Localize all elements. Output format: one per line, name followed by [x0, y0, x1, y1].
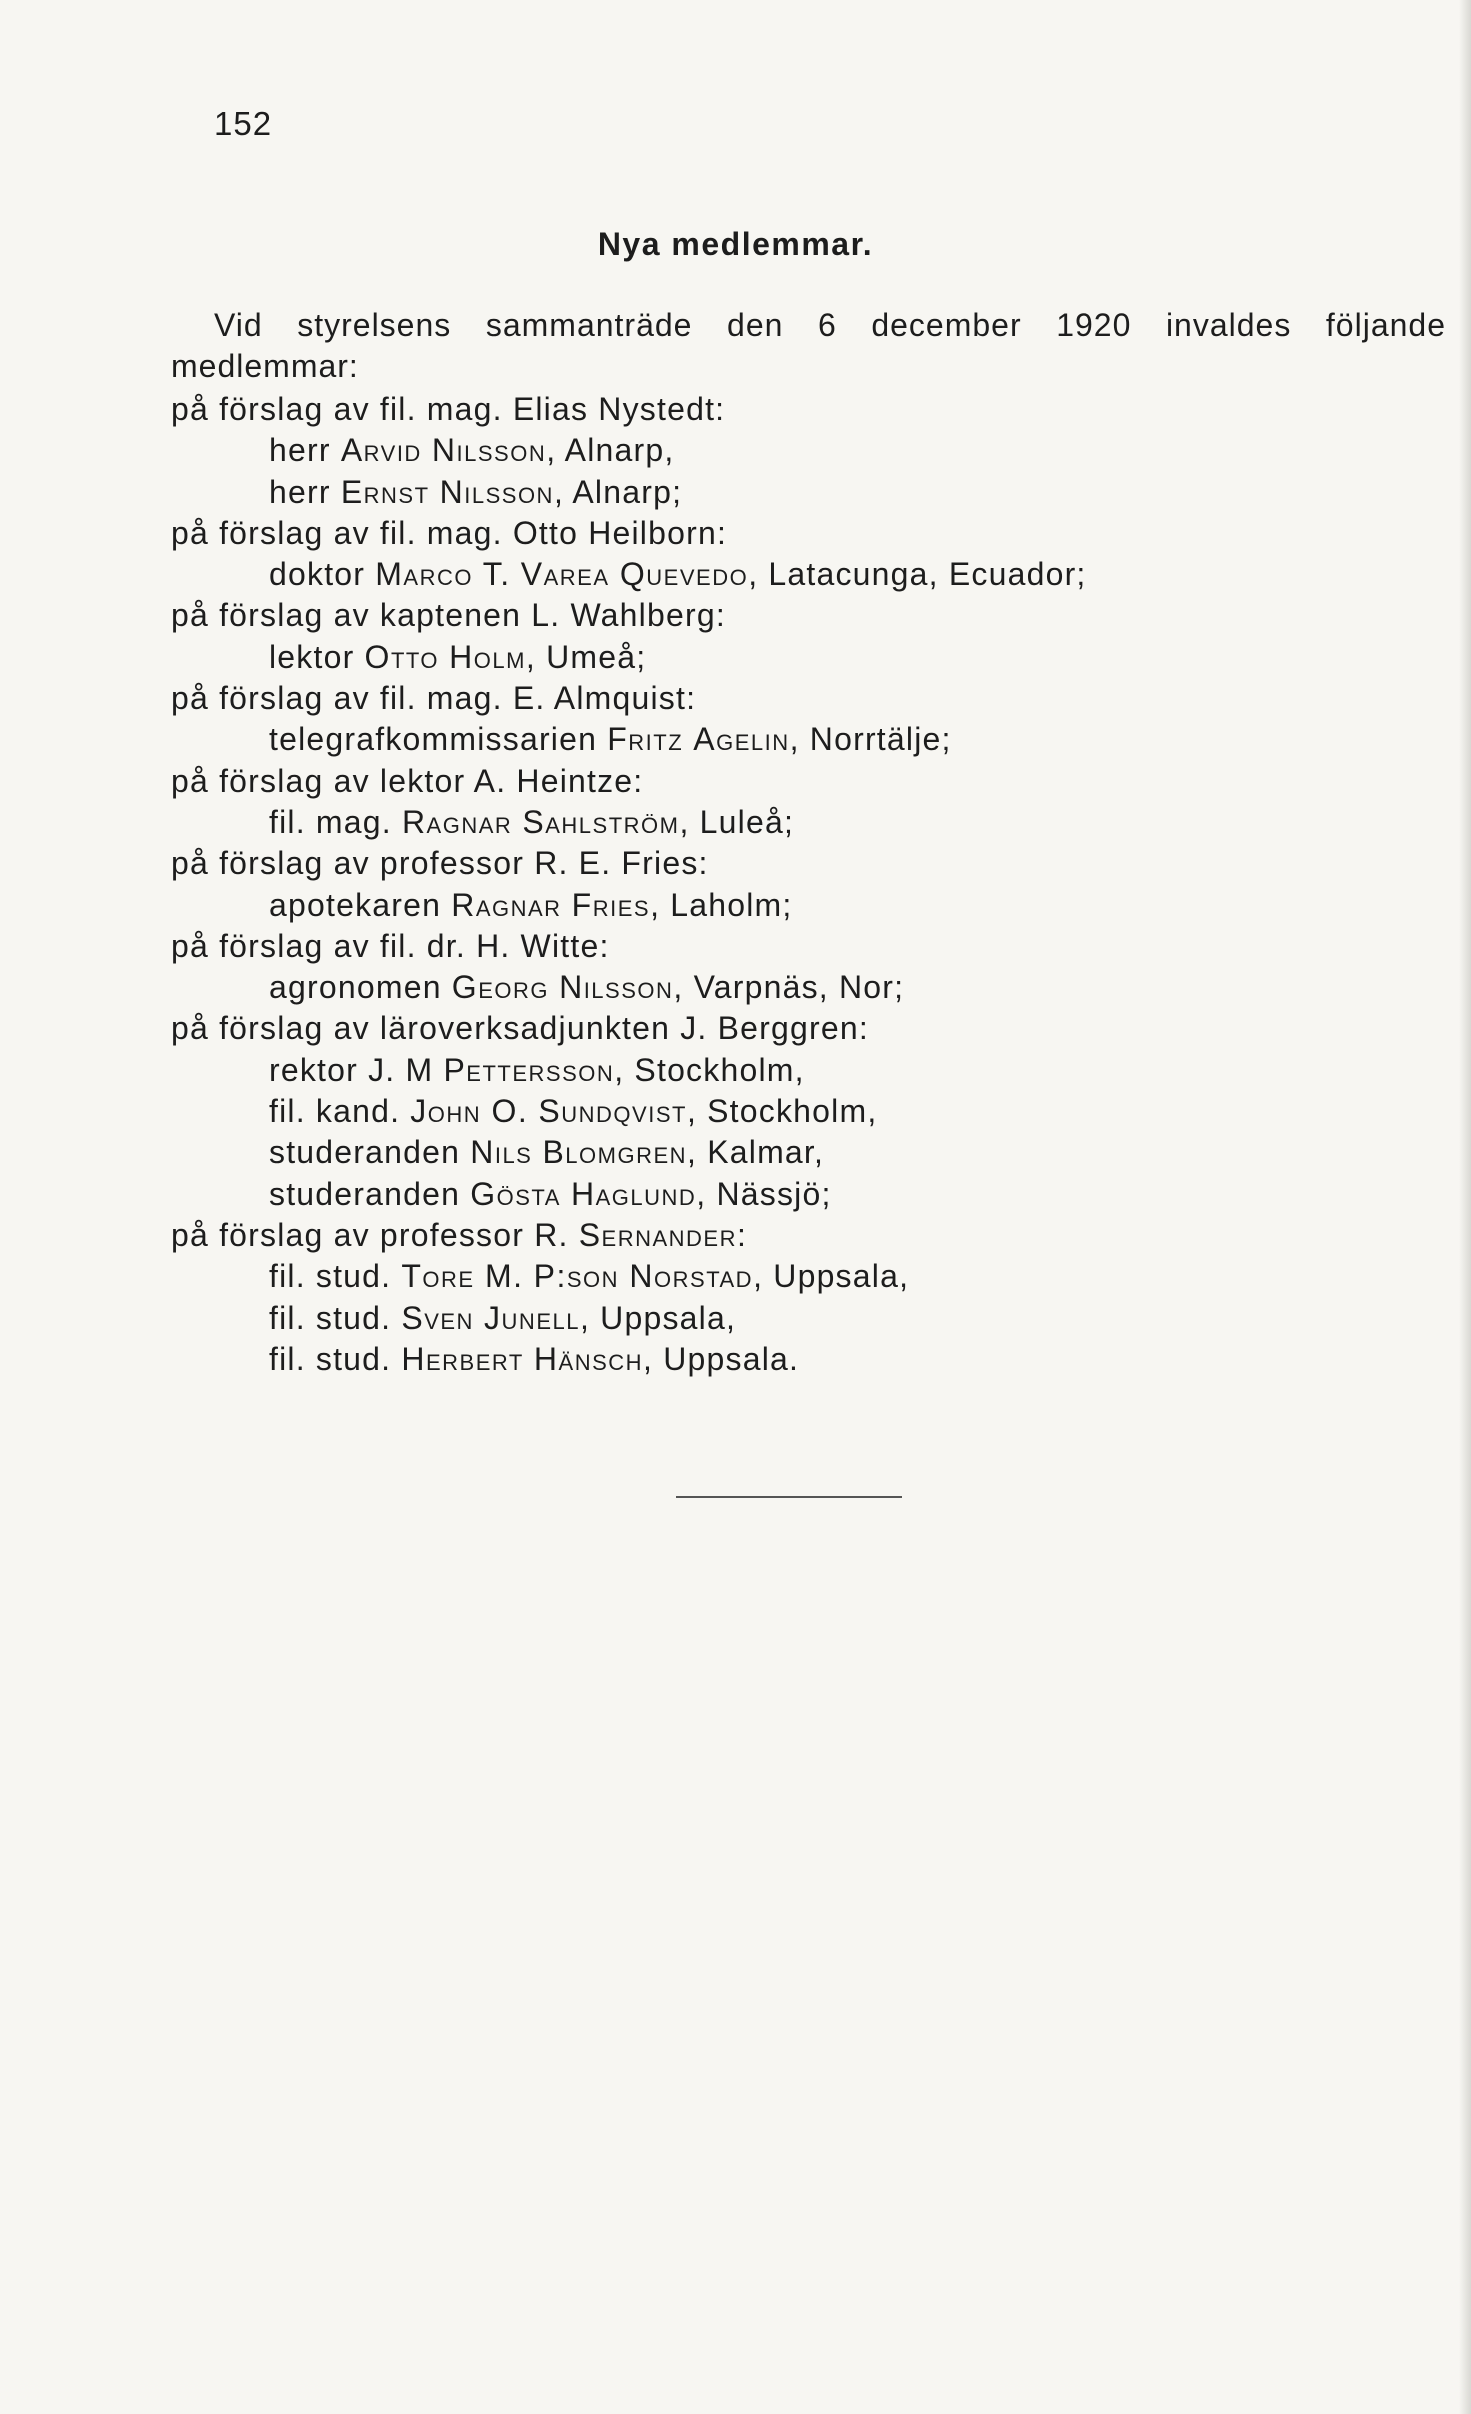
member-location: , Uppsala, — [579, 1299, 737, 1336]
member-first-name: Fritz — [607, 721, 684, 758]
member-last-name: Hänsch — [533, 1340, 644, 1377]
page-edge-shadow — [1459, 0, 1471, 2414]
member-line — [171, 1339, 1446, 1380]
member-last-name: Nilsson — [431, 432, 547, 469]
member-list — [171, 389, 1446, 1380]
member-first-name: Georg — [451, 969, 549, 1006]
member-line — [171, 637, 1446, 678]
member-location: , Alnarp; — [553, 473, 683, 510]
member-first-name: Ernst — [340, 473, 430, 510]
member-location: , Stockholm, — [614, 1051, 805, 1088]
proposer-line — [171, 1215, 1446, 1256]
member-location: , Latacunga, Ecuador; — [748, 556, 1087, 593]
member-line — [171, 1174, 1446, 1215]
proposal-entry — [171, 389, 1446, 513]
member-location: , Varpnäs, Nor; — [673, 969, 905, 1006]
member-line — [171, 885, 1446, 926]
proposal-entry — [171, 1215, 1446, 1380]
page-number: 152 — [214, 105, 273, 142]
proposal-entry — [171, 843, 1446, 926]
member-location: , Uppsala, — [753, 1258, 910, 1295]
member-line — [171, 719, 1446, 760]
member-line — [171, 802, 1446, 843]
member-prefix: studeranden — [269, 1175, 461, 1212]
member-prefix: fil. mag. — [269, 803, 392, 840]
intro-line-2: medlemmar: — [171, 348, 359, 384]
proposal-entry — [171, 678, 1446, 761]
proposer-line: på förslag av läroverksadjunkten J. Berggren: — [171, 1010, 869, 1047]
proposer-line: på förslag av fil. mag. Otto Heilborn: — [171, 514, 728, 551]
member-prefix: agronomen — [269, 969, 442, 1006]
member-first-name: Marco T. — [375, 556, 511, 593]
member-line — [171, 1132, 1446, 1173]
member-line — [171, 1298, 1446, 1339]
member-prefix: rektor — [269, 1051, 358, 1088]
member-prefix: fil. stud. — [269, 1340, 392, 1377]
member-last-name: Haglund — [570, 1175, 697, 1212]
member-first-name: Sven — [401, 1299, 474, 1336]
member-line — [171, 1091, 1446, 1132]
proposer-line: på förslag av fil. mag. E. Almquist: — [171, 680, 697, 717]
proposer-line: på förslag av lektor A. Heintze: — [171, 762, 644, 799]
member-prefix: herr — [269, 432, 331, 469]
proposal-entry — [171, 595, 1446, 678]
member-last-name: Pettersson — [443, 1051, 615, 1088]
member-line — [171, 1050, 1446, 1091]
proposal-entry — [171, 761, 1446, 844]
member-prefix: apotekaren — [269, 886, 442, 923]
proposer-line: på förslag av kaptenen L. Wahlberg: — [171, 597, 726, 634]
proposal-entry — [171, 1008, 1446, 1214]
member-last-name: Agelin — [693, 721, 790, 758]
member-first-name: Herbert — [401, 1340, 524, 1377]
member-location: , Norrtälje; — [789, 721, 952, 758]
proposal-entry — [171, 926, 1446, 1009]
member-prefix: fil. kand. — [269, 1093, 401, 1130]
member-first-name: Gösta — [470, 1175, 561, 1212]
member-prefix: studeranden — [269, 1134, 461, 1171]
member-first-name: Ragnar — [401, 803, 513, 840]
member-first-name: Otto — [364, 638, 440, 675]
proposer-name: Sernander — [578, 1216, 737, 1253]
member-prefix: herr — [269, 473, 331, 510]
member-last-name: Nilsson — [439, 473, 554, 510]
member-prefix: fil. stud. — [269, 1258, 392, 1295]
member-line — [171, 554, 1446, 595]
member-line — [171, 1256, 1446, 1297]
proposer-line: på förslag av fil. mag. Elias Nystedt: — [171, 391, 726, 427]
proposer-prefix: på förslag av professor R. — [171, 1216, 569, 1253]
proposer-suffix: : — [737, 1216, 748, 1253]
member-first-name: Nils — [470, 1134, 533, 1171]
member-location: , Uppsala. — [643, 1340, 800, 1377]
member-first-name: Arvid — [340, 432, 422, 469]
member-last-name: Blomgren — [542, 1134, 688, 1171]
member-location: , Nässjö; — [696, 1175, 832, 1212]
proposer-line: på förslag av professor R. E. Fries: — [171, 845, 709, 882]
intro-paragraph — [171, 305, 1446, 387]
member-last-name: Varea Quevedo — [520, 556, 749, 593]
section-end-rule — [676, 1496, 902, 1498]
member-prefix: fil. stud. — [269, 1299, 392, 1336]
member-location: , Stockholm, — [686, 1093, 878, 1130]
proposal-entry — [171, 513, 1446, 596]
member-first-name: Tore M. — [401, 1258, 524, 1295]
member-location: , Kalmar, — [687, 1134, 825, 1171]
member-line — [171, 967, 1446, 1008]
member-location: , Alnarp, — [546, 432, 675, 469]
intro-line-1: Vid styrelsens sammanträde den 6 december 1920 invaldes följande — [214, 307, 1446, 343]
member-line — [171, 472, 1446, 513]
member-last-name: Sundqvist — [538, 1093, 687, 1130]
member-location: , Luleå; — [679, 803, 795, 840]
member-last-name: Fries — [571, 886, 651, 923]
member-prefix: lektor — [269, 638, 355, 675]
member-last-name: Junell — [484, 1299, 580, 1336]
member-line — [171, 430, 1446, 471]
section-heading: Nya medlemmar. — [597, 226, 874, 262]
member-prefix: doktor — [269, 556, 366, 593]
member-last-name: Nilsson — [559, 969, 674, 1006]
proposer-line: på förslag av fil. dr. H. Witte: — [171, 927, 610, 964]
member-last-name: Sahlström — [522, 803, 680, 840]
member-first-name: Ragnar — [451, 886, 562, 923]
member-location: , Laholm; — [650, 886, 793, 923]
member-last-name: Holm — [449, 638, 526, 675]
member-last-name: P:son Norstad — [533, 1258, 754, 1295]
member-first-name: J. M — [368, 1051, 434, 1088]
member-first-name: John O. — [410, 1093, 529, 1130]
member-prefix: telegrafkommissarien — [269, 721, 598, 758]
member-location: , Umeå; — [525, 638, 647, 675]
